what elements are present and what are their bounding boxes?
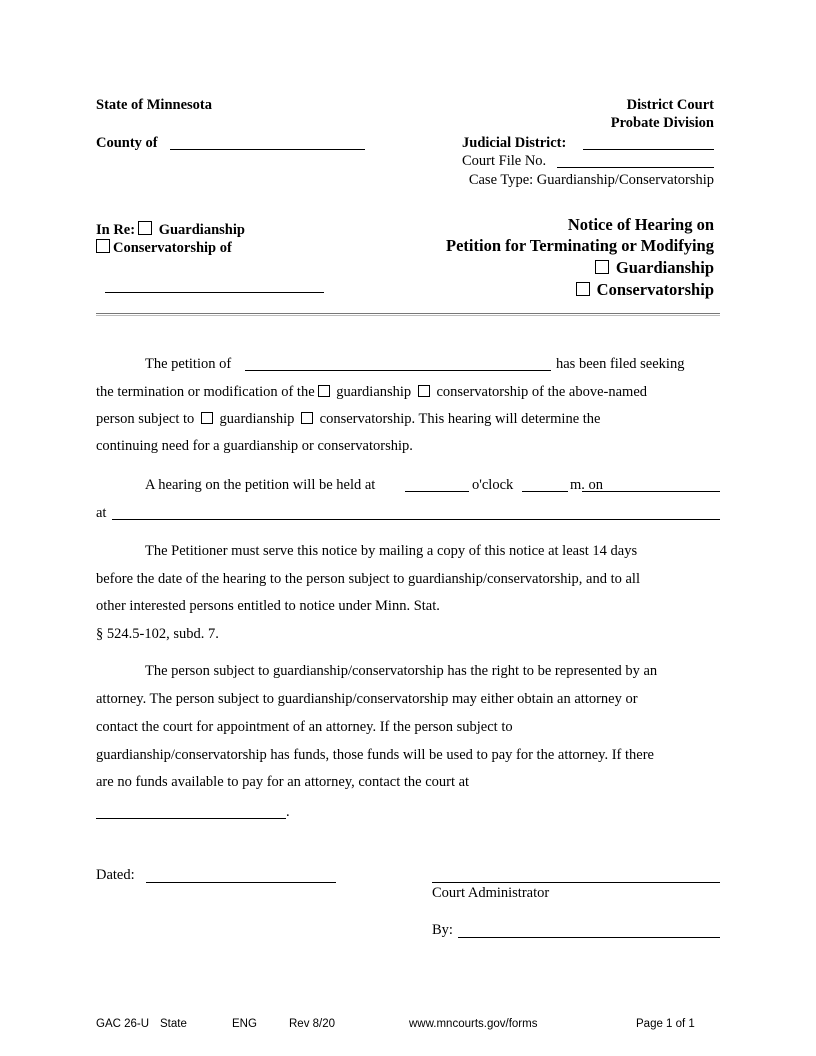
footer-lang: ENG <box>232 1018 257 1030</box>
p4-period: . <box>286 804 290 820</box>
in-re-label: In Re: <box>96 222 136 238</box>
title-guardianship-checkbox[interactable] <box>595 260 609 274</box>
p4-line3: contact the court for appointment of an attorney. If the person subject to <box>96 719 513 735</box>
p1-line3-conservatorship-label: conservatorship. This hearing will determine the <box>319 411 601 427</box>
p2-at: at <box>96 505 107 521</box>
title-conservatorship-label: Conservatorship <box>596 280 714 299</box>
court-admin-label: Court Administrator <box>432 885 550 901</box>
p1-conservatorship-checkbox[interactable] <box>418 385 430 397</box>
case-type-label: Case Type: Guardianship/Conservatorship <box>468 172 714 188</box>
footer-page: Page 1 of 1 <box>636 1018 695 1030</box>
p1-line3 <box>96 411 600 428</box>
p4-line1: The person subject to guardianship/conservatorship has the right to be represented by an <box>145 663 658 679</box>
footer-state: State <box>160 1018 187 1030</box>
by-signature-field[interactable] <box>458 937 720 938</box>
header-divider <box>96 313 720 316</box>
title-guardianship-row <box>592 258 714 278</box>
p4-line5: are no funds available to pay for an attorney, contact the court at <box>96 774 470 790</box>
p1-guardianship-checkbox[interactable] <box>318 385 330 397</box>
county-label <box>96 135 158 152</box>
p1-conservatorship-label: conservatorship of the above-named <box>436 384 648 400</box>
state-label: State of Minnesota <box>96 97 212 113</box>
in-re-conservatorship-row <box>96 239 232 257</box>
hearing-location-field[interactable] <box>112 519 720 520</box>
division-label: Probate Division <box>610 115 714 131</box>
county-label-text: County of <box>96 135 158 151</box>
footer-url[interactable]: www.mncourts.gov/forms <box>409 1018 538 1030</box>
hearing-hour-field[interactable] <box>405 491 469 492</box>
dated-field[interactable] <box>146 882 336 883</box>
title-conservatorship-row <box>573 280 714 300</box>
p1-line3-text: person subject to <box>96 411 195 427</box>
footer-form-id: GAC 26-U <box>96 1018 150 1030</box>
p1-line1-start: The petition of <box>145 356 232 372</box>
court-file-label: Court File No. <box>462 153 547 169</box>
p3-line2: before the date of the hearing to the person subject to guardianship/conservatorship, and to all <box>96 571 640 587</box>
p4-line2: attorney. The person subject to guardianship/conservatorship may either obtain an attorney or <box>96 691 638 707</box>
p1-line2-text: the termination or modification of the <box>96 384 315 400</box>
p3-line3: other interested persons entitled to notice under Minn. Stat. <box>96 598 440 614</box>
title-conservatorship-checkbox[interactable] <box>576 282 590 296</box>
county-field[interactable] <box>170 149 365 150</box>
in-re-row <box>96 221 245 239</box>
judicial-district-label: Judicial District: <box>462 135 567 151</box>
p1-line3-guardianship-label: guardianship <box>219 411 295 427</box>
petitioner-name-field[interactable] <box>245 370 551 371</box>
p2-line1-start: A hearing on the petition will be held at <box>145 477 376 493</box>
p1-line1-end: has been filed seeking <box>556 356 685 372</box>
p1-line2 <box>96 384 647 401</box>
court-label: District Court <box>626 97 714 113</box>
p3-line1: The Petitioner must serve this notice by mailing a copy of this notice at least 14 days <box>145 543 638 559</box>
in-re-guardianship-label: Guardianship <box>158 222 245 238</box>
p1-line3-guardianship-checkbox[interactable] <box>201 412 213 424</box>
hearing-date-field[interactable] <box>582 491 720 492</box>
hearing-ampm-field[interactable] <box>522 491 568 492</box>
p1-guardianship-label: guardianship <box>336 384 412 400</box>
p2-mon: m. on <box>570 477 604 493</box>
court-file-field[interactable] <box>557 167 714 168</box>
in-re-conservatorship-checkbox[interactable] <box>96 239 110 253</box>
p2-oclock: o'clock <box>472 477 514 493</box>
court-contact-field[interactable] <box>96 818 286 819</box>
p1-line3-conservatorship-checkbox[interactable] <box>301 412 313 424</box>
in-re-guardianship-checkbox[interactable] <box>138 221 152 235</box>
footer-rev: Rev 8/20 <box>289 1018 336 1030</box>
title-line2: Petition for Terminating or Modifying <box>446 236 714 255</box>
p3-line4: § 524.5-102, subd. 7. <box>96 626 219 642</box>
by-label: By: <box>432 922 453 938</box>
title-line1: Notice of Hearing on <box>567 215 714 234</box>
p1-line4: continuing need for a guardianship or conservatorship. <box>96 438 413 454</box>
court-admin-signature-field[interactable] <box>432 882 720 883</box>
dated-label: Dated: <box>96 867 135 883</box>
in-re-conservatorship-label: Conservatorship of <box>113 240 232 256</box>
respondent-name-field[interactable] <box>105 292 324 293</box>
p4-line4: guardianship/conservatorship has funds, those funds will be used to pay for the attorney. If there <box>96 747 654 763</box>
judicial-district-field[interactable] <box>583 149 714 150</box>
title-guardianship-label: Guardianship <box>615 258 714 277</box>
